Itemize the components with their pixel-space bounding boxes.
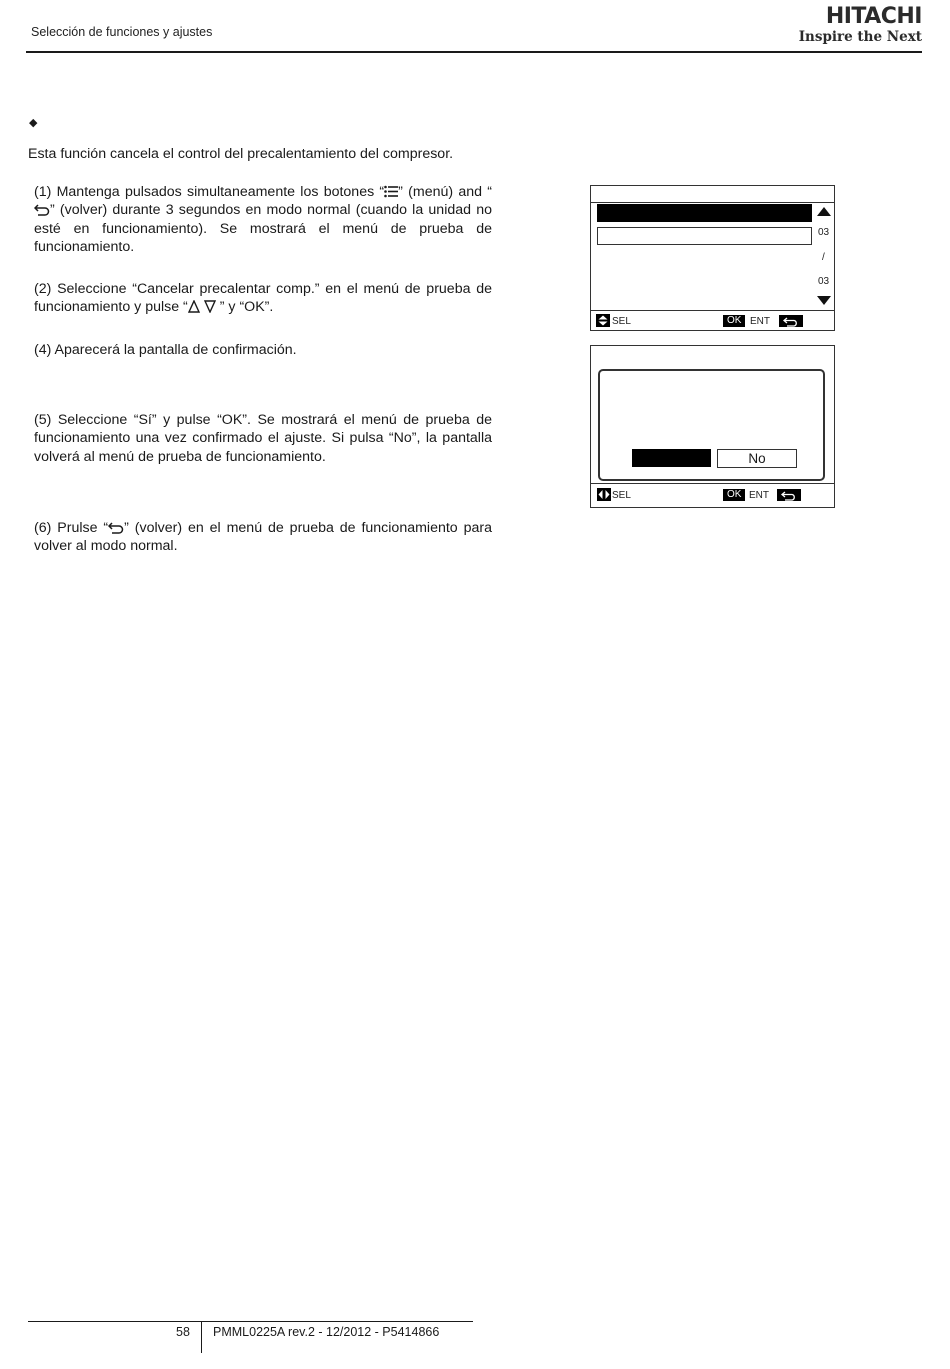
document-reference: PMML0225A rev.2 - 12/2012 - P5414866 (213, 1325, 440, 1339)
no-option[interactable]: No (717, 449, 797, 468)
step-1: (1) Mantenga pulsados simultaneamente los botones “ ” (menú) and “” (volver) durante 3 segundos en modo normal (cuando la unidad no esté en funcionamiento). Se mostrará el menú de prueba de funcionamiento. (34, 184, 492, 256)
scroll-down-arrow-icon (817, 296, 831, 306)
scroll-up-arrow-icon (817, 207, 831, 217)
sel-label: SEL (612, 490, 631, 501)
menu-item[interactable] (597, 227, 812, 245)
lcd-title-divider (591, 202, 834, 203)
footer-divider (201, 1321, 202, 1353)
step-2: (2) Seleccione “Cancelar precalentar comp.” en el menú de prueba de funcionamiento y pulse “ ” y “OK”. (34, 281, 492, 316)
menu-item-selected[interactable] (597, 204, 812, 222)
return-icon (108, 522, 124, 534)
header-rule (26, 51, 922, 53)
left-right-select-icon (597, 488, 611, 501)
lcd-footer-divider (591, 310, 834, 311)
step-4: (4) Aparecerá la pantalla de confirmación. (34, 342, 297, 358)
return-icon (777, 489, 801, 501)
intro-paragraph: Esta función cancela el control del precalentamiento del compresor. (28, 146, 454, 162)
up-down-select-icon (596, 314, 610, 327)
page-current: 03 (818, 227, 830, 238)
yes-option-selected[interactable] (632, 449, 711, 467)
ent-label: ENT (749, 490, 769, 501)
return-icon (34, 204, 50, 216)
menu-icon (384, 185, 398, 198)
ok-badge: OK (723, 489, 745, 501)
ok-badge: OK (723, 315, 745, 327)
page-separator: / (822, 252, 825, 263)
return-icon (779, 315, 803, 327)
step-5: (5) Seleccione “Sí” y pulse “OK”. Se mostrará el menú de prueba de funcionamiento una vez confirmado el ajuste. Si pulsa “No”, la pantalla volverá al menú de prueba de funcionamiento. (34, 412, 492, 465)
footer-rule (28, 1321, 473, 1322)
page-number: 58 (176, 1325, 190, 1339)
hitachi-logo (790, 6, 922, 46)
lcd-confirmation-screen (590, 345, 835, 508)
ent-label: ENT (750, 316, 770, 327)
lcd-test-run-menu (590, 185, 835, 331)
sel-label: SEL (612, 316, 631, 327)
step-6: (6) Prulse “ ” (volver) en el menú de prueba de funcionamiento para volver al modo normal. (34, 520, 492, 555)
lcd-footer-divider (591, 483, 834, 484)
bullet-diamond: ◆ (29, 117, 38, 129)
logo-tagline: Inspire the Next (798, 29, 922, 45)
page-total: 03 (818, 276, 830, 287)
up-down-arrows-icon (188, 300, 216, 313)
header-section-title: Selección de funciones y ajustes (31, 25, 213, 39)
logo-brand: HITACHI (825, 4, 922, 29)
